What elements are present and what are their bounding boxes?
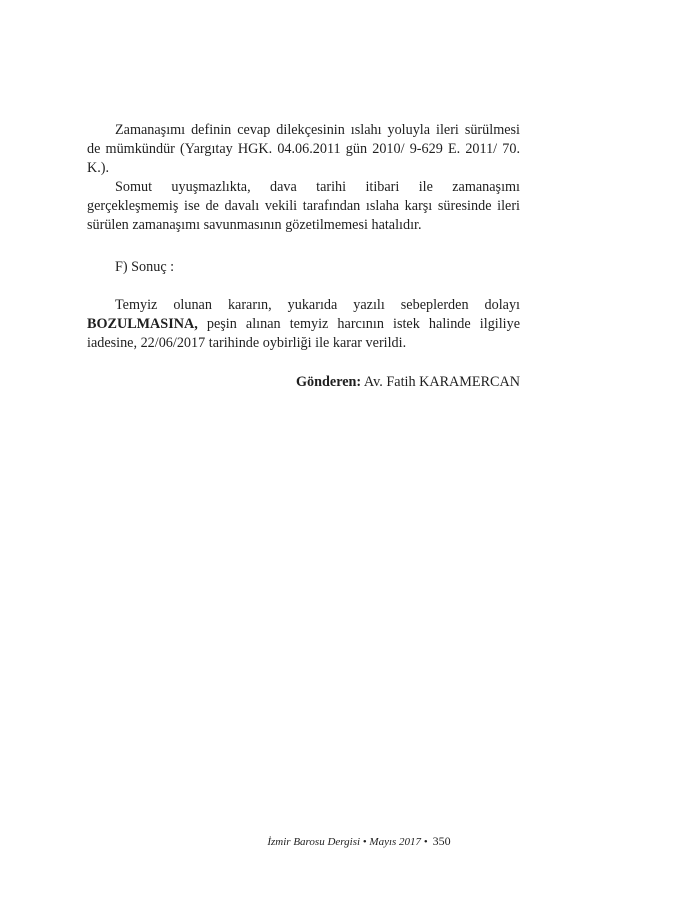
paragraph-text: Zamanaşımı definin cevap dilekçesinin ıslahı yoluyla ileri sürülmesi de mümkündür (Yargıtay HGK. 04.06.2011 gün 2010/ 9-629 E. 2011/ 70. K.). bbox=[87, 122, 520, 176]
decision-verdict: BOZULMASINA, bbox=[87, 316, 198, 332]
heading-text: F) Sonuç : bbox=[115, 259, 175, 275]
journal-name: İzmir Barosu Dergisi • Mayıs 2017 • bbox=[267, 836, 428, 848]
decision-text-start: Temyiz olunan kararın, yukarıda yazılı sebeplerden dolayı bbox=[115, 297, 520, 313]
sender-signature bbox=[296, 373, 520, 392]
paragraph-concrete-dispute bbox=[87, 178, 520, 235]
paragraph-text bbox=[87, 296, 520, 353]
paragraph-statute-limitation bbox=[87, 121, 520, 178]
sender-label: Gönderen: bbox=[295, 374, 362, 390]
decision-text-end: peşin alınan temyiz harcının istek halinde ilgiliye iadesine, 22/06/2017 tarihinde oybirliği ile karar verildi. bbox=[87, 316, 520, 351]
paragraph-text: Somut uyuşmazlıkta, dava tarihi itibari ile zamanaşımı gerçekleşmemiş ise de davalı vekili tarafından ıslaha karşı süresinde ileri sürülen zamanaşımı savunmasının gözetilmemesi hatalıdır. bbox=[87, 179, 520, 233]
page-footer bbox=[0, 833, 700, 850]
paragraph-decision bbox=[87, 296, 520, 353]
page-number: 350 bbox=[432, 834, 451, 848]
section-heading-result bbox=[87, 258, 520, 277]
sender-name: Av. Fatih KARAMERCAN bbox=[361, 374, 520, 390]
